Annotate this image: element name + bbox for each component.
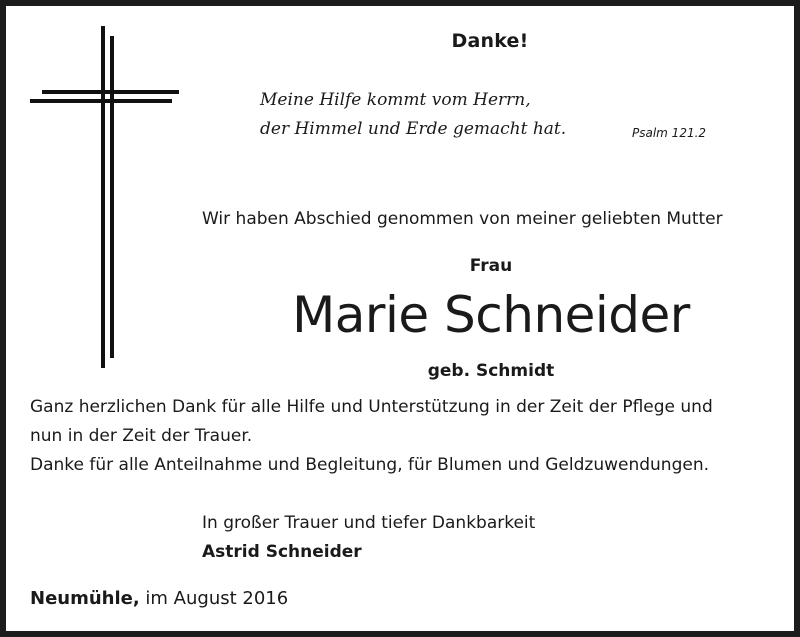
footer-place: Neumühle, bbox=[30, 588, 140, 609]
cross-horizontal-bar-top bbox=[42, 90, 179, 94]
maiden-name: geb. Schmidt bbox=[427, 361, 555, 381]
footer-date: im August 2016 bbox=[145, 588, 289, 609]
signature: Astrid Schneider bbox=[202, 542, 362, 562]
verse-reference: Psalm 121.2 bbox=[632, 126, 707, 140]
footer bbox=[30, 588, 288, 609]
cross-horizontal-bar-bottom bbox=[30, 99, 172, 103]
body-line-1: Ganz herzlichen Dank für alle Hilfe und Unterstützung in der Zeit der Pflege und bbox=[30, 397, 713, 417]
deceased-name: Marie Schneider bbox=[292, 286, 690, 344]
body-line-2: nun in der Zeit der Trauer. bbox=[30, 426, 253, 446]
lead-sentence: Wir haben Abschied genommen von meiner geliebten Mutter bbox=[202, 209, 723, 229]
verse-line-1: Meine Hilfe kommt vom Herrn, bbox=[260, 90, 531, 110]
salutation: Frau bbox=[469, 256, 513, 276]
verse-line-2: der Himmel und Erde gemacht hat. bbox=[260, 119, 567, 139]
body-line-3: Danke für alle Anteilnahme und Begleitung, für Blumen und Geldzuwendungen. bbox=[30, 455, 710, 475]
closing-line: In großer Trauer und tiefer Dankbarkeit bbox=[202, 513, 536, 533]
notice-title: Danke! bbox=[451, 30, 529, 52]
